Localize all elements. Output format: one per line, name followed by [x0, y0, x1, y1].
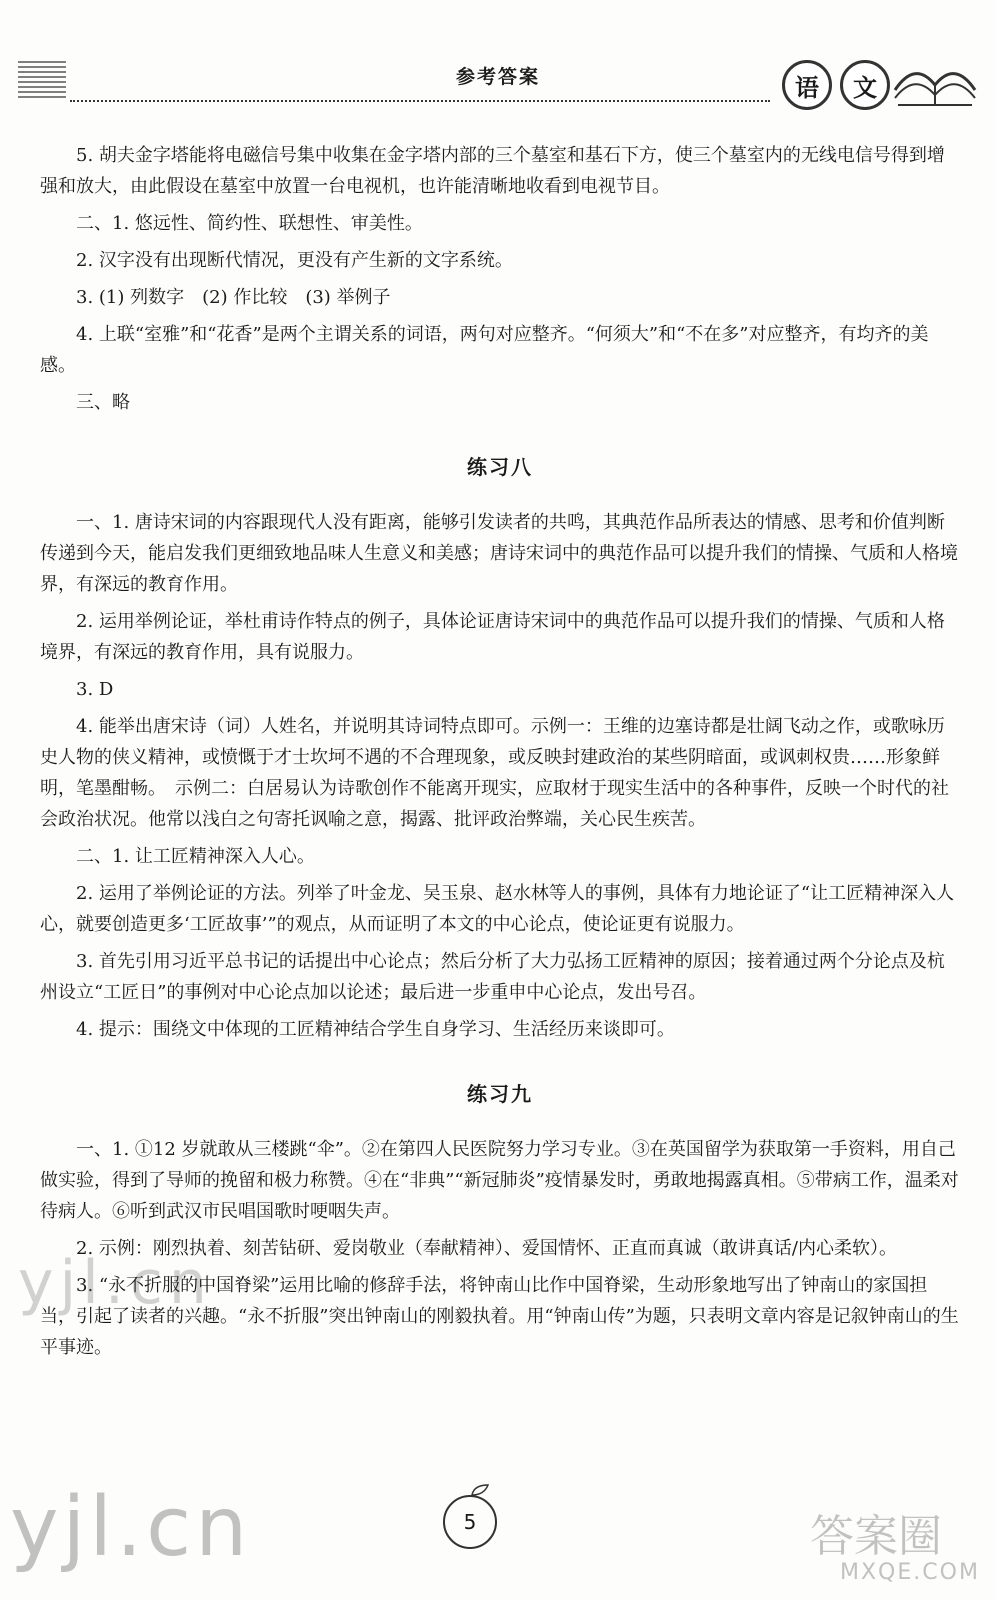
watermark-logo: yjl.cn: [10, 1480, 252, 1575]
page-header: [0, 0, 996, 115]
header-title: 参考答案: [455, 66, 540, 88]
answer-paragraph: 2. 运用举例论证，举杜甫诗作特点的例子，具体论证唐诗宋词中的典范作品可以提升我们的情操、气质和人格境界，有深远的教育作用，具有说服力。: [40, 611, 945, 663]
answer-content: [40, 140, 960, 1369]
answer-paragraph: 二、1. 让工匠精神深入人心。: [76, 846, 315, 867]
answer-paragraph: 3. 首先引用习近平总书记的话提出中心论点；然后分析了大力弘扬工匠精神的原因；接着通过两个分论点及杭州设立“工匠日”的事例对中心论点加以论述；最后进一步重申中心论点，发出号召。: [40, 951, 945, 1003]
answer-paragraph: 2. 示例：刚烈执着、刻苦钻研、爱岗敬业（奉献精神）、爱国情怀、正直而真诚（敢讲真话/内心柔软）。: [76, 1238, 897, 1259]
section-exercise-9: [40, 1079, 960, 1363]
answer-paragraph: 2. 汉字没有出现断代情况，更没有产生新的文字系统。: [76, 250, 513, 271]
header-dotted-rule: [70, 100, 770, 102]
subject-badges: [782, 60, 890, 110]
answer-paragraph: 一、1. ①12 岁就敢从三楼跳“伞”。②在第四人民医院努力学习专业。③在英国留学为获取第一手资料，用自己做实验，得到了导师的挽留和极力称赞。④在“非典”“新冠肺炎”疫情暴发时，勇敢地揭露真相。⑤带病工作，温柔对待病人。⑥听到武汉市民唱国歌时哽咽失声。: [40, 1139, 959, 1222]
subject-badge: 文: [840, 60, 890, 110]
answer-paragraph: 3. D: [76, 679, 114, 700]
watermark-mid: yjl.cn: [18, 1248, 213, 1318]
answer-paragraph: 3. (1) 列数字 (2) 作比较 (3) 举例子: [76, 287, 391, 308]
section-exercise-8: [40, 452, 960, 1045]
section-heading: 练习八: [467, 455, 533, 479]
answer-paragraph: 一、1. 唐诗宋词的内容跟现代人没有距离，能够引发读者的共鸣，其典范作品所表达的情感、思考和价值判断传递到今天，能启发我们更细致地品味人生意义和美感；唐诗宋词中的典范作品可以提升我们的情操、气质和人格境界，有深远的教育作用。: [40, 512, 958, 595]
answer-paragraph: 二、1. 悠远性、简约性、联想性、审美性。: [76, 213, 423, 234]
answer-paragraph: 2. 运用了举例论证的方法。列举了叶金龙、吴玉泉、赵水林等人的事例，具体有力地论证了“让工匠精神深入人心，就要创造更多‘工匠故事’”的观点，从而证明了本文的中心论点，使论证更有说服力。: [40, 883, 955, 935]
section-continued: [40, 140, 960, 418]
subject-badge: 语: [782, 60, 832, 110]
answer-paragraph: 5. 胡夫金字塔能将电磁信号集中收集在金字塔内部的三个墓室和基石下方，使三个墓室内的无线电信号得到增强和放大，由此假设在墓室中放置一台电视机，也许能清晰地收看到电视节目。: [40, 145, 945, 197]
answer-paragraph: 4. 能举出唐宋诗（词）人姓名，并说明其诗词特点即可。示例一：王维的边塞诗都是壮阔飞动之作，或歌咏历史人物的侠义精神，或愤慨于才士坎坷不遇的不合理现象，或反映封建政治的某些阴暗面，或讽刺权贵……形象鲜明，笔墨酣畅。 示例二：白居易认为诗歌创作不能离开现实，应取材于现实生活中的各种事件，反映一个时代的社会政治状况。他常以浅白之句寄托讽喻之意，揭露、批评政治弊端，关心民生疾苦。: [40, 716, 949, 830]
section-heading: 练习九: [467, 1082, 533, 1106]
page-number: 5: [443, 1495, 497, 1549]
answer-paragraph: 4. 上联“室雅”和“花香”是两个主谓关系的词语，两句对应整齐。“何须大”和“不在多”对应整齐，有均齐的美感。: [40, 324, 929, 376]
answer-paragraph: 三、略: [76, 392, 130, 413]
answer-paragraph: 3. “永不折服的中国脊梁”运用比喻的修辞手法，将钟南山比作中国脊梁，生动形象地写出了钟南山的家国担当，引起了读者的兴趣。“永不折服”突出钟南山的刚毅执着。用“钟南山传”为题，只表明文章内容是记叙钟南山的生平事迹。: [40, 1275, 959, 1358]
watermark-url: MXQE.COM: [840, 1560, 980, 1585]
watermark-logo-right: 答案圈: [810, 1511, 942, 1562]
open-book-icon: [890, 50, 980, 110]
answer-paragraph: 4. 提示：围绕文中体现的工匠精神结合学生自身学习、生活经历来谈即可。: [76, 1019, 675, 1040]
